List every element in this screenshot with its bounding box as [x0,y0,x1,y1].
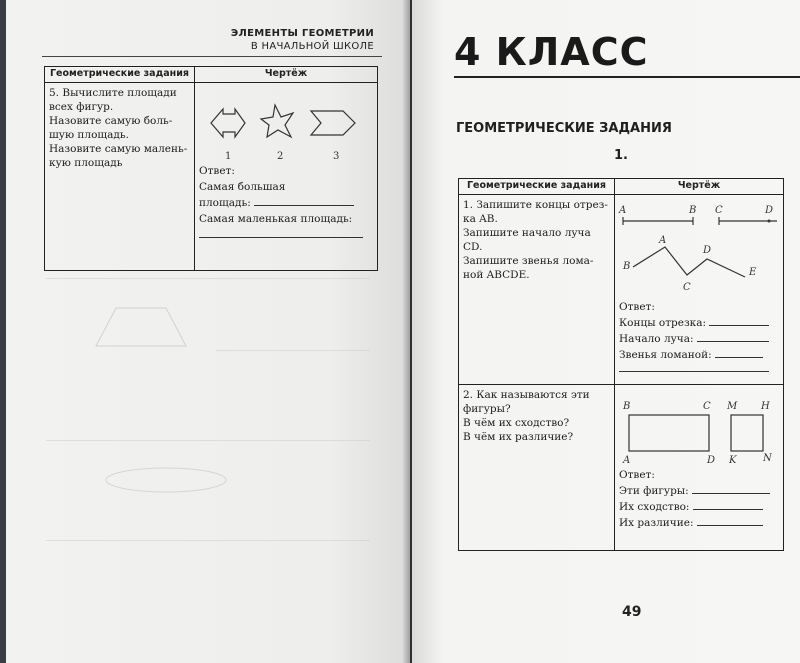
answer-row [619,315,779,331]
answer-row [619,483,779,499]
answer-blank[interactable] [199,227,363,238]
answer-smallest: Самая маленькая площадь: [199,213,353,225]
answer-question: Эти фигуры: [619,485,689,497]
left-page [6,0,410,663]
task-line: В чём их сходство? [463,417,570,429]
task-line: ка AB. [463,213,498,225]
point-label: C [715,205,723,216]
figure-label: 2 [277,151,284,161]
vertex-label: M [727,401,738,412]
section-number: 1. [614,148,628,163]
task-line: В чём их различие? [463,431,574,443]
answer-question: Их сходство: [619,501,690,513]
ray-point [768,220,771,223]
answer-blank[interactable] [709,315,769,326]
bleed-through-line [46,278,370,279]
point-label: A [619,205,627,216]
answer-row [619,331,779,347]
task-line: 2. Как называются эти [463,389,590,401]
polyline-abcde [633,247,745,277]
page-number: 49 [622,604,642,620]
answer-label: Ответ: [199,165,235,177]
bleed-through-trapezoid [86,298,196,358]
point-label: A [659,235,667,246]
task-5-text [45,83,195,271]
square-mhnk [731,415,763,451]
task-1-drawing [615,195,784,385]
task-line: Запишите начало луча [463,227,591,239]
task-line: Назовите самую боль- [49,115,173,127]
task-line: шую площадь. [49,129,129,141]
answer-question: Звенья ломаной: [619,349,712,361]
point-label: D [765,205,774,216]
right-page [412,0,800,663]
bleed-through-line [216,350,370,351]
task-table-left [44,66,378,271]
point-label: D [703,245,712,256]
answer-blank[interactable] [715,347,763,358]
answer-question: Концы отрезка: [619,317,707,329]
vertex-label: B [623,401,631,412]
answer-blank[interactable] [693,499,763,510]
vertex-label: K [729,455,737,466]
answer-blank[interactable] [692,483,770,494]
answer-blank[interactable] [697,331,769,342]
section-title: ГЕОМЕТРИЧЕСКИЕ ЗАДАНИЯ [456,121,672,136]
vertex-label: H [761,401,770,412]
title-rule [454,76,800,78]
vertex-label: D [707,455,716,466]
table-header-task: Геометрические задания [45,67,195,83]
answer-blank[interactable] [697,515,763,526]
task-line: кую площадь [49,157,123,169]
task-2-drawing [615,385,784,551]
task-1-text [459,195,615,385]
table-header-drawing: Чертёж [195,67,378,83]
answer-largest-area [199,195,373,211]
answer-largest: Самая большая [199,181,286,193]
figure-1-cross-shape [211,109,245,137]
segment-ray-polyline-drawing [615,195,783,295]
table-header-task: Геометрические задания [459,179,615,195]
rectangles-drawing [615,385,783,467]
task-line: 5. Вычислите площади [49,87,177,99]
answer-label: Ответ: [619,301,655,313]
table-header-drawing: Чертёж [615,179,784,195]
answer-question: Начало луча: [619,333,694,345]
task-table-right [458,178,784,551]
task-5-answer-block [195,161,377,238]
task-line: Запишите звенья лома- [463,255,594,267]
task-line: 1. Запишите концы отрез- [463,199,608,211]
bleed-through-line [46,440,370,441]
task-1-answer-block [615,295,783,376]
task-2-answer-block [615,467,783,535]
vertex-label: A [623,455,631,466]
figure-label: 3 [333,151,340,161]
grade-title: 4 КЛАСС [454,30,649,74]
header-rule [42,56,382,57]
vertex-label: C [703,401,711,412]
task-line: фигуры? [463,403,511,415]
task-2-text [459,385,615,551]
point-label: B [623,261,631,272]
answer-row [619,347,779,363]
figures-drawing [195,83,377,161]
point-label: C [683,282,691,293]
task-line: Назовите самую малень- [49,143,188,155]
figure-2-star-shape [261,105,293,137]
bleed-through-shape [96,460,236,500]
rectangle-abcd [629,415,709,451]
running-head-title: ЭЛЕМЕНТЫ ГЕОМЕТРИИ [230,28,374,39]
answer-question: Их различие: [619,517,694,529]
point-label: B [689,205,697,216]
answer-largest-area-label: площадь: [199,197,251,209]
running-head-subtitle: В НАЧАЛЬНОЙ ШКОЛЕ [250,41,374,52]
answer-label: Ответ: [619,469,655,481]
bleed-through-line [46,540,370,541]
task-line: всех фигур. [49,101,114,113]
task-5-drawing [195,83,378,271]
task-line: CD. [463,241,483,253]
answer-row [619,499,779,515]
answer-blank[interactable] [254,195,354,206]
answer-blank[interactable] [619,363,769,372]
point-label: E [749,267,757,278]
answer-row [619,515,779,531]
task-line: ной ABCDE. [463,269,530,281]
figure-label: 1 [225,151,232,161]
vertex-label: N [763,453,772,464]
figure-3-arrow-shape [311,111,355,135]
